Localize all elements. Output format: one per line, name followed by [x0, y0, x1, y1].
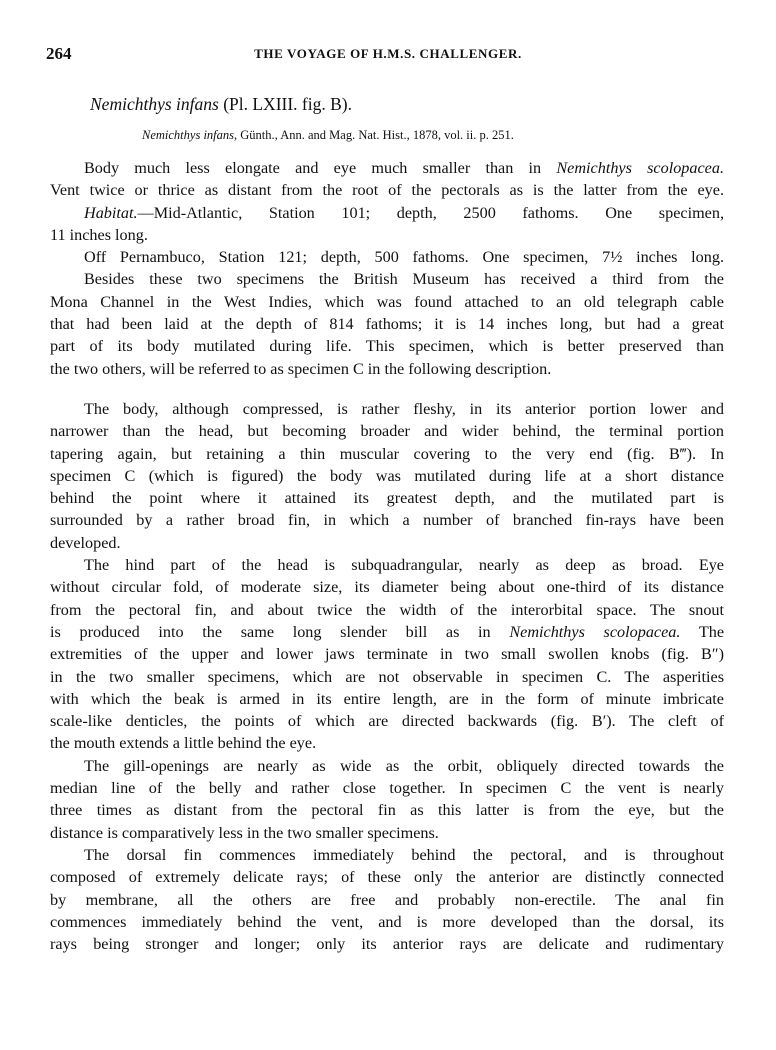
text-line: specimen C (which is figured) the body was mutilated during life at a short distance — [50, 466, 724, 485]
text-line: in the two smaller specimens, which are not observable in specimen C. The asperities — [50, 667, 724, 686]
text-line: the two others, will be referred to as specimen C in the following description. — [50, 359, 552, 378]
text-line: Body much less elongate and eye much smaller than in Nemichthys scolopacea. — [84, 159, 724, 177]
text-line: rays being stronger and longer; only its anterior rays are delicate and rudimentary — [50, 935, 724, 954]
text-line: tapering again, but retaining a thin muscular covering to the very end (fig. B‴). In — [50, 444, 724, 463]
citation — [142, 128, 514, 143]
text-line: that had been laid at the depth of 814 fathoms; it is 14 inches long, but had a great — [50, 315, 724, 334]
text-line: three times as distant from the pectoral fin as this latter is from the eye, but the — [50, 801, 724, 820]
text-line: The hind part of the head is subquadrangular, nearly as deep as broad. Eye — [84, 556, 724, 575]
anatomy-block — [50, 398, 724, 955]
text-line: narrower than the head, but becoming broader and wider behind, the terminal portion — [50, 422, 724, 441]
running-title: THE VOYAGE OF H.M.S. CHALLENGER. — [254, 46, 522, 61]
text-line: surrounded by a rather broad fin, in which a number of branched fin-rays have been — [50, 511, 724, 530]
text-line: The dorsal fin commences immediately behind the pectoral, and is throughout — [84, 845, 724, 864]
text-line: The gill-openings are nearly as wide as the orbit, obliquely directed towards the — [84, 756, 724, 775]
text-line: scale-like denticles, the points of which are directed backwards (fig. B′). The cleft of — [50, 712, 724, 731]
text-line: with which the beak is armed in its entire length, are in the form of minute imbricate — [50, 689, 724, 708]
text-line: Habitat.—Mid-Atlantic, Station 101; depth, 2500 fathoms. One specimen, — [84, 203, 724, 222]
text-line: median line of the belly and rather close together. In specimen C the vent is nearly — [50, 779, 724, 798]
text-line: Besides these two specimens the British Museum has received a third from the — [84, 270, 724, 289]
plate-reference: (Pl. LXIII. fig. B). — [218, 94, 352, 114]
text-line: by membrane, all the others are free and probably non-erectile. The anal fin — [50, 890, 724, 909]
citation-text: , Günth., Ann. and Mag. Nat. Hist., 1878, vol. ii. p. 251. — [234, 128, 514, 142]
text-line: Vent twice or thrice as distant from the root of the pectorals as is the latter from the eye. — [50, 181, 724, 200]
text-line: developed. — [50, 533, 121, 552]
text-line: from the pectoral fin, and about twice the width of the interorbital space. The snout — [50, 600, 724, 619]
text-line: without circular fold, of moderate size, its diameter being about one-third of its distance — [50, 578, 724, 597]
text-line: behind the point where it attained its greatest depth, and the mutilated part is — [50, 489, 724, 508]
text-line: the mouth extends a little behind the eye. — [50, 734, 317, 753]
species-name: Nemichthys infans — [90, 94, 219, 114]
text-line: Mona Channel in the West Indies, which was found attached to an old telegraph cable — [50, 292, 724, 311]
page-header — [46, 44, 730, 68]
text-line: distance is comparatively less in the two smaller specimens. — [50, 823, 439, 842]
text-line: composed of extremely delicate rays; of these only the anterior are distinctly connected — [50, 868, 724, 887]
text-line: The body, although compressed, is rather fleshy, in its anterior portion lower and — [84, 400, 724, 418]
text-line: Off Pernambuco, Station 121; depth, 500 fathoms. One specimen, 7½ inches long. — [84, 248, 724, 267]
citation-name: Nemichthys infans — [142, 128, 235, 142]
text-line: part of its body mutilated during life. This specimen, which is better preserved than — [50, 337, 724, 356]
text-line: is produced into the same long slender bill as in Nemichthys scolopacea. The — [50, 622, 725, 641]
text-line: 11 inches long. — [50, 225, 148, 244]
description-block — [50, 157, 724, 380]
text-line: commences immediately behind the vent, and is more developed than the dorsal, its — [50, 912, 724, 931]
text-line: extremities of the upper and lower jaws terminate in two small swollen knobs (fig. B″) — [50, 645, 724, 664]
species-heading — [90, 94, 352, 115]
page-number: 264 — [46, 44, 72, 63]
